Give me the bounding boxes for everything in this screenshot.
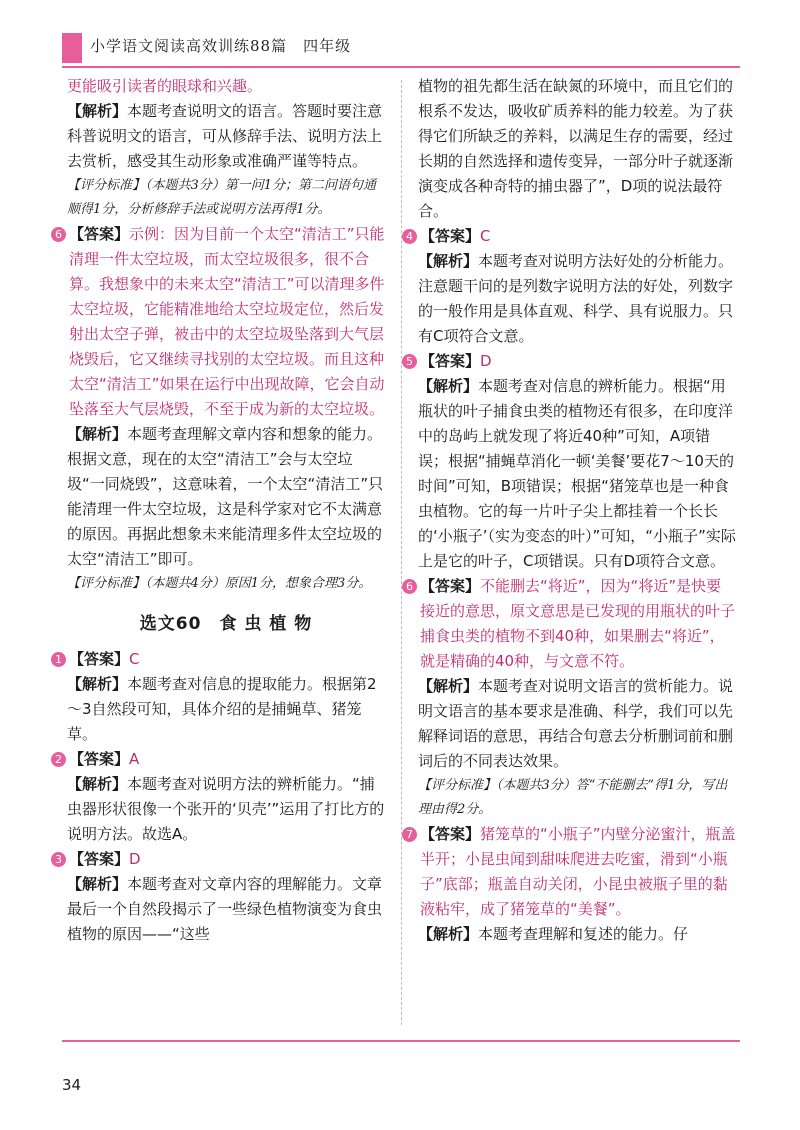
answer-block xyxy=(69,647,385,672)
answer-tag: 【答案】 xyxy=(420,352,481,370)
question-number-badge: 2 xyxy=(51,752,66,767)
answer-text: 示例：因为目前一个太空“清洁工”只能清理一件太空垃圾，而太空垃圾很多，很不合算。我想象中的未来太空“清洁工”可以清理多件太空垃圾，它能精准地给太空垃圾定位，然后发射出太空子弹，被击中的太空垃圾坠落到大气层烧毁后，它又继续寻找别的太空垃圾。而且这种太空“清洁工”如果在运行中出现故障，它会自动坠落至大气层烧毁，不至于成为新的太空垃圾。 xyxy=(69,225,385,418)
answer-text: C xyxy=(129,650,140,668)
analysis-tag: 【解析】 xyxy=(67,102,128,120)
analysis-continued: 植物的祖先都生活在缺氮的环境中，而且它们的根系不发达，吸收矿质养料的能力较差。为了获得它们所缺乏的养料，以满足生存的需要，经过长期的自然选择和遗传变异，一部分叶子就逐渐演变成各种奇特的捕虫器了”，D项的说法最符合。 xyxy=(418,77,734,220)
section-title: 选文60 食 虫 植 物 xyxy=(139,614,313,634)
question-6 xyxy=(55,222,385,422)
question-5 xyxy=(406,349,736,374)
analysis-block xyxy=(418,674,736,774)
answer-text: D xyxy=(480,352,492,370)
analysis-tag: 【解析】 xyxy=(418,925,479,943)
question-number-badge: 5 xyxy=(402,354,417,369)
question-6 xyxy=(406,574,736,674)
analysis-tag: 【解析】 xyxy=(418,677,479,695)
header-accent-bar xyxy=(62,33,82,63)
analysis-tag: 【解析】 xyxy=(418,377,479,395)
analysis-text: 本题考查对文章内容的理解能力。文章最后一个自然段揭示了一些绿色植物演变为食虫植物的原因——“这些 xyxy=(67,875,383,943)
book-title: 小学语文阅读高效训练88篇 四年级 xyxy=(90,37,352,55)
left-column xyxy=(55,74,385,947)
answer-block xyxy=(420,224,736,249)
analysis-text: 本题考查对说明方法好处的分析能力。注意题干问的是列数字说明方法的好处，列数字的一般作用是具体直观、科学、具有说服力。只有C项符合文意。 xyxy=(418,252,734,345)
question-number-badge: 6 xyxy=(51,227,66,242)
answer-tag: 【答案】 xyxy=(420,825,481,843)
answer-tag: 【答案】 xyxy=(420,227,481,245)
scoring-criteria: 【评分标准】（本题共4分）原因1分，想象合理3分。 xyxy=(67,576,372,591)
analysis-block xyxy=(67,872,385,947)
analysis-text: 本题考查对说明文语言的赏析能力。说明文语言的基本要求是准确、科学，我们可以先解释词语的意思，再结合句意去分析删词前和删词后的不同表达效果。 xyxy=(418,677,734,770)
footer-rule xyxy=(62,1040,740,1042)
analysis-tag: 【解析】 xyxy=(418,252,479,270)
analysis-text: 本题考查理解和复述的能力。仔 xyxy=(478,925,689,943)
answer-tag: 【答案】 xyxy=(420,577,481,595)
analysis-tag: 【解析】 xyxy=(67,675,128,693)
answer-text: 不能删去“将近”，因为“将近”是快要接近的意思，原文意思是已发现的用瓶状的叶子捕食虫类的植物不到40种，如果删去“将近”，就是精确的40种，与文意不符。 xyxy=(420,577,736,670)
answer-tag: 【答案】 xyxy=(69,225,130,243)
header-rule xyxy=(62,66,740,68)
answer-block xyxy=(69,747,385,772)
answer-text: D xyxy=(129,850,141,868)
analysis-text: 本题考查说明文的语言。答题时要注意科普说明文的语言，可从修辞手法、说明方法上去赏析，感受其生动形象或准确严谨等特点。 xyxy=(67,102,383,170)
analysis-text: 本题考查对说明方法的辨析能力。“捕虫器形状很像一个张开的‘贝壳’”运用了打比方的说明方法。故选A。 xyxy=(67,775,385,843)
analysis-block xyxy=(67,672,385,747)
answer-block xyxy=(420,349,736,374)
analysis-block xyxy=(67,422,385,572)
question-3 xyxy=(55,847,385,872)
analysis-block xyxy=(418,249,736,349)
question-number-badge: 3 xyxy=(51,852,66,867)
scoring-criteria: 【评分标准】（本题共3分）答“不能删去”得1分，写出理由得2分。 xyxy=(418,778,728,817)
answer-continued: 更能吸引读者的眼球和兴趣。 xyxy=(67,77,263,95)
question-7 xyxy=(406,822,736,922)
question-number-badge: 4 xyxy=(402,229,417,244)
analysis-text: 本题考查理解文章内容和想象的能力。根据文意，现在的太空“清洁工”会与太空垃圾“一同烧毁”，这意味着，一个太空“清洁工”只能清理一件太空垃圾，这是科学家对它不太满意的原因。再据此想象未来能清理多件太空垃圾的太空“清洁工”即可。 xyxy=(67,425,384,568)
answer-tag: 【答案】 xyxy=(69,650,130,668)
answer-block xyxy=(69,847,385,872)
scoring-criteria: 【评分标准】（本题共3分）第一问1分；第二问语句通顺得1分，分析修辞手法或说明方法再得1分。 xyxy=(67,178,377,217)
analysis-tag: 【解析】 xyxy=(67,875,128,893)
analysis-tag: 【解析】 xyxy=(67,775,128,793)
page-number: 34 xyxy=(62,1076,82,1094)
question-number-badge: 1 xyxy=(51,652,66,667)
question-1 xyxy=(55,647,385,672)
question-number-badge: 7 xyxy=(402,827,417,842)
answer-tag: 【答案】 xyxy=(69,750,130,768)
answer-text: 猪笼草的“小瓶子”内壁分泌蜜汁，瓶盖半开；小昆虫闻到甜味爬进去吃蜜，滑到“小瓶子”底部；瓶盖自动关闭，小昆虫被瓶子里的黏液粘牢，成了猪笼草的“美餐”。 xyxy=(420,825,736,918)
question-4 xyxy=(406,224,736,249)
analysis-block xyxy=(67,99,385,174)
analysis-text: 本题考查对信息的提取能力。根据第2～3自然段可知，具体介绍的是捕蝇草、猪笼草。 xyxy=(67,675,377,743)
analysis-block xyxy=(418,922,736,947)
right-column xyxy=(406,74,736,947)
answer-block xyxy=(420,574,736,674)
answer-tag: 【答案】 xyxy=(69,850,130,868)
analysis-block xyxy=(418,374,736,574)
answer-block xyxy=(420,822,736,922)
analysis-tag: 【解析】 xyxy=(67,425,128,443)
question-number-badge: 6 xyxy=(402,579,417,594)
answer-block xyxy=(69,222,385,422)
analysis-block xyxy=(67,772,385,847)
answer-text: A xyxy=(129,750,140,768)
answer-text: C xyxy=(480,227,491,245)
analysis-text: 本题考查对信息的辨析能力。根据“用瓶状的叶子捕食虫类的植物还有很多，在印度洋中的岛屿上就发现了将近40种”可知，A项错误；根据“捕蝇草消化一顿‘美餐’要花7～10天的时间”可知，B项错误；根据“猪笼草也是一种食虫植物。它的每一片叶子尖上都挂着一个长长的‘小瓶子’（实为变态的叶）”可知，“小瓶子”实际上是它的叶子，C项错误。只有D项符合文意。 xyxy=(418,377,736,570)
question-2 xyxy=(55,747,385,772)
column-divider xyxy=(401,80,402,1025)
